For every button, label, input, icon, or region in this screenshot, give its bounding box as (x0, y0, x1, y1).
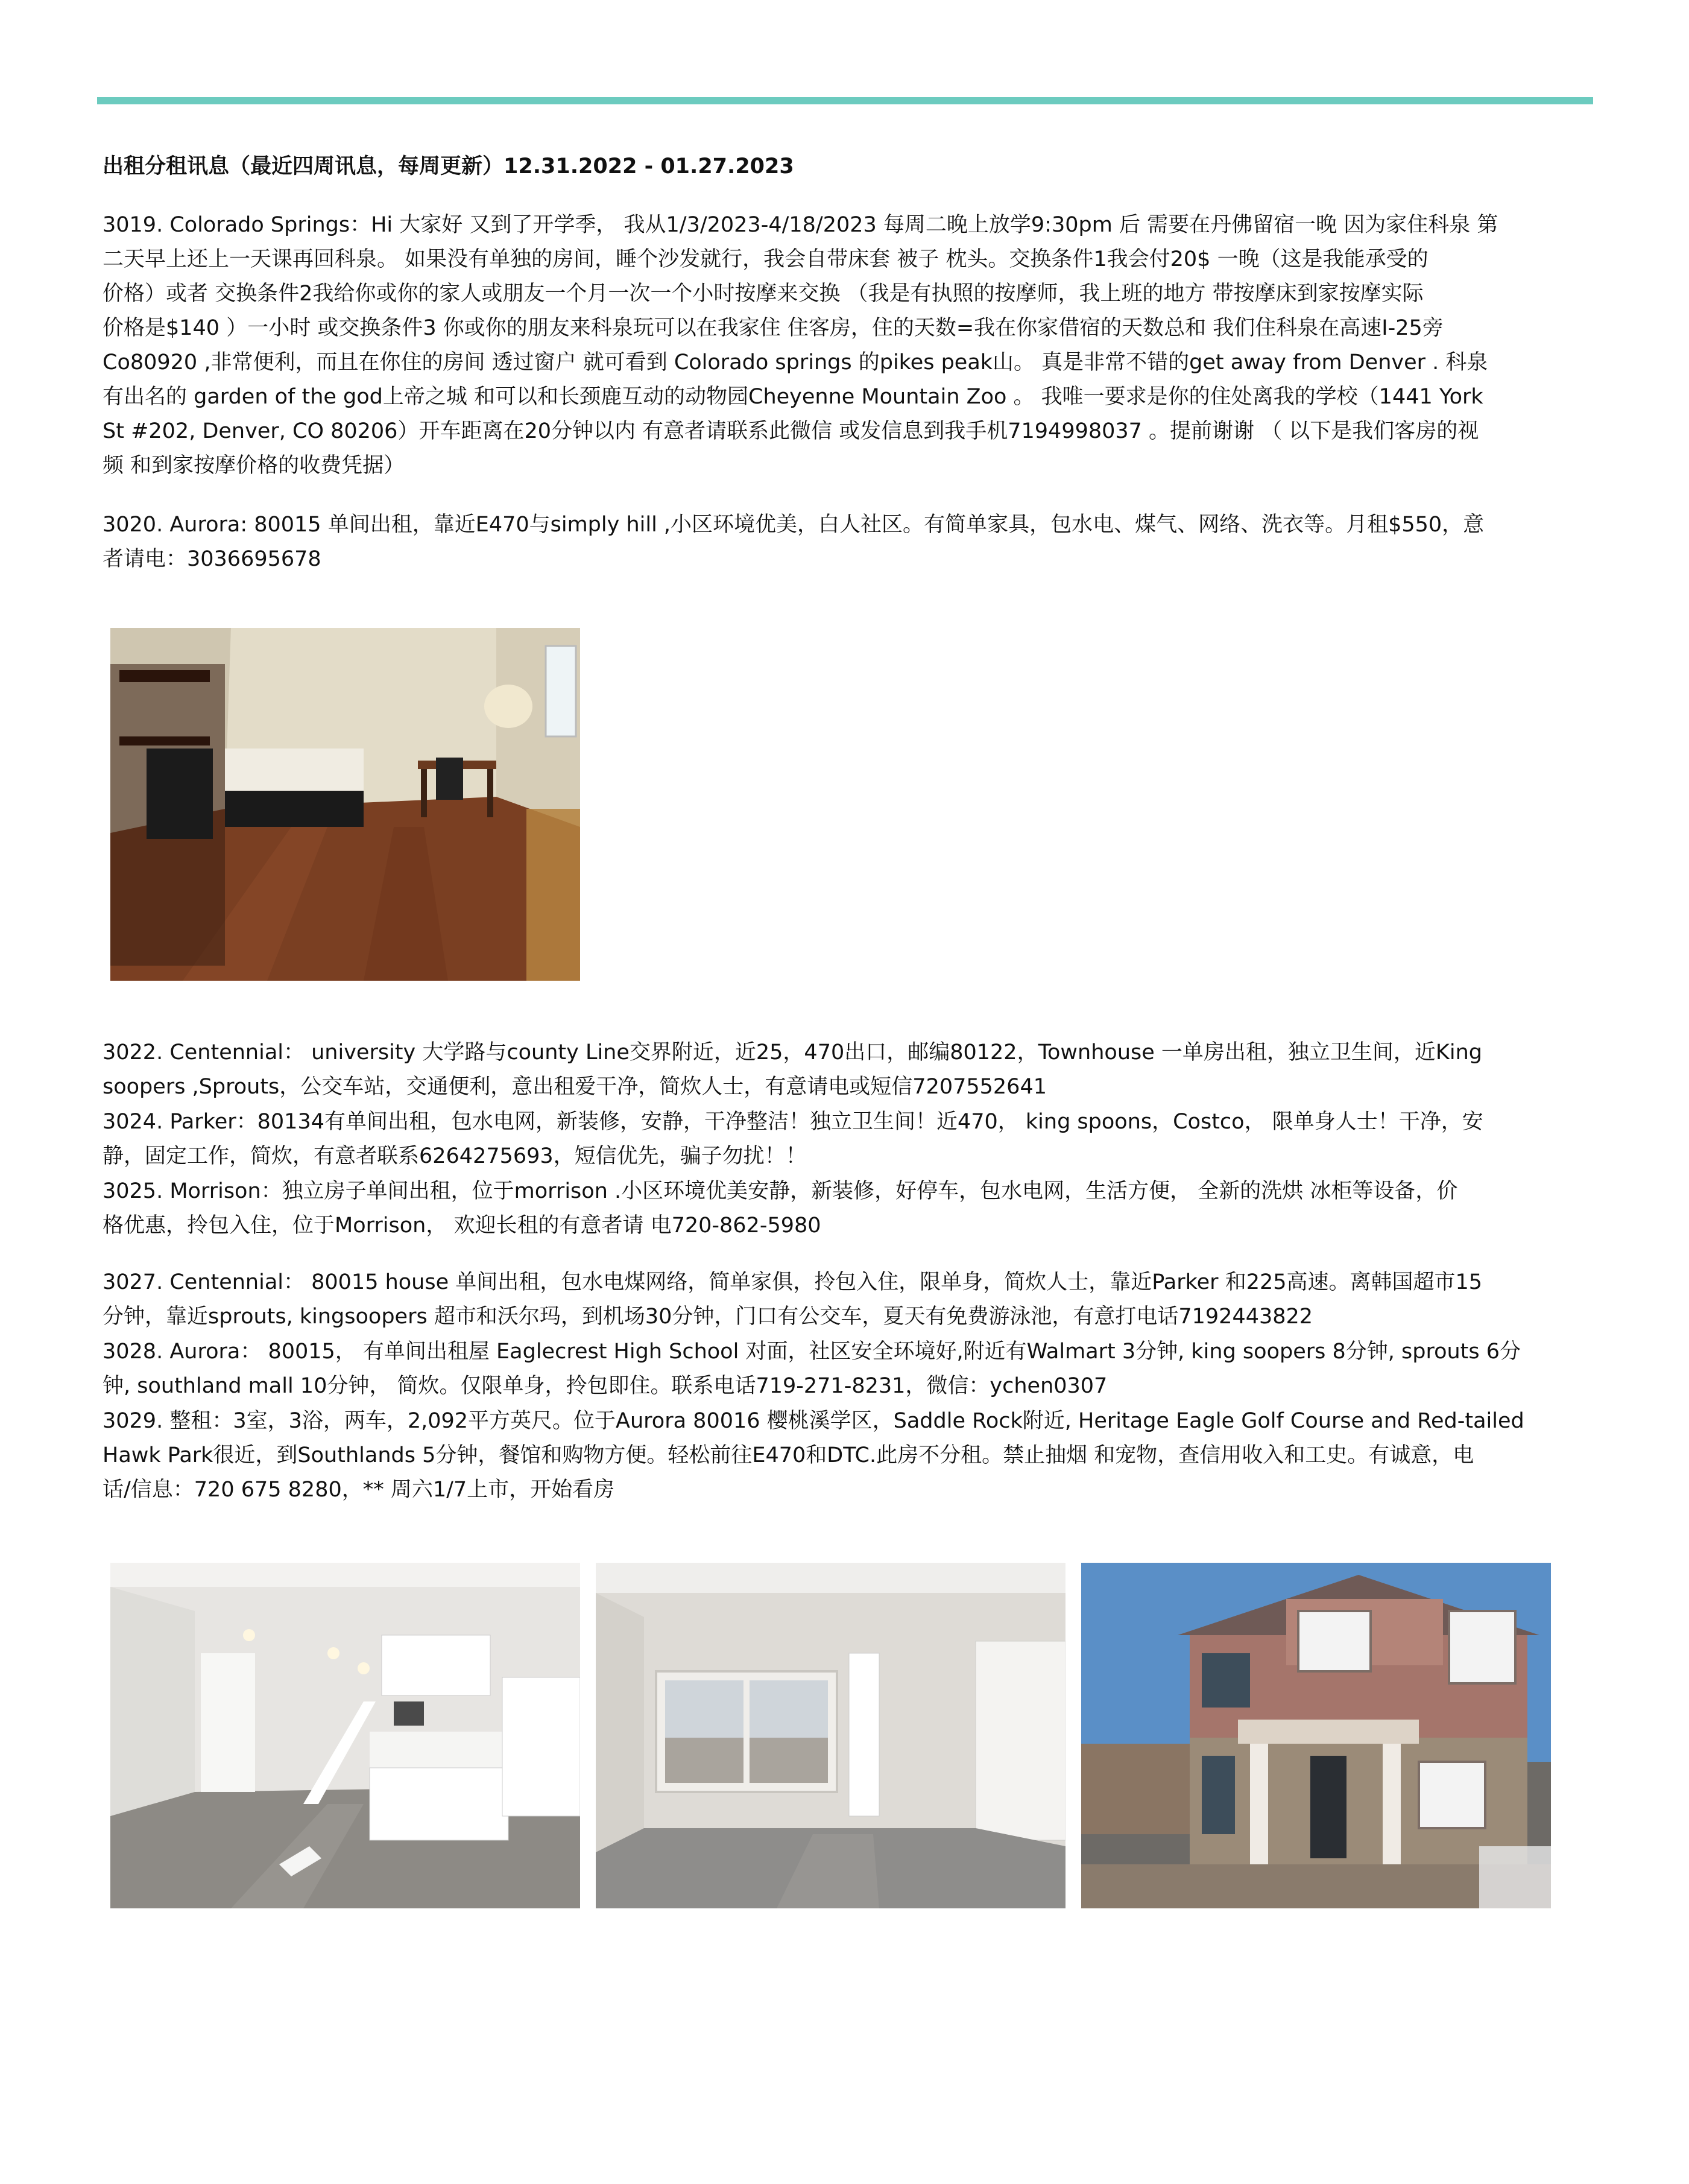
listing-text-line: 格优惠，拎包入住，位于Morrison， 欢迎长租的有意者请 电720-862-5980 (103, 1214, 821, 1238)
listing-text-line: 3020. Aurora: 80015 单间出租，靠近E470与simply hill ,小区环境优美，白人社区。有简单家具，包水电、煤气、网络、洗衣等。月租$550，意 (103, 513, 1485, 537)
listing-text-line: 3027. Centennial： 80015 house 单间出租，包水电煤网络，简单家俱，拎包入住，限单身，简炊人士，靠近Parker 和225高速。离韩国超市15 (103, 1270, 1483, 1294)
listing-text-line: 3028. Aurora： 80015， 有单间出租屋 Eaglecrest High School 对面，社区安全环境好,附近有Walmart 3分钟, king soopers 8分钟, sprouts 6分 (103, 1340, 1521, 1364)
listing-text-line: 频 和到家按摩价格的收费凭据） (103, 454, 405, 478)
listing-3029-exterior-photo (1081, 1563, 1551, 1908)
listing-text-line: 二天早上还上一天课再回科泉。 如果没有单独的房间，睡个沙发就行，我会自带床套 被子 枕头。交换条件1我会付20$ 一晚（这是我能承受的 (103, 247, 1429, 271)
listing-text-line: 3019. Colorado Springs：Hi 大家好 又到了开学季， 我从1/3/2023-4/18/2023 每周二晚上放学9:30pm 后 需要在丹佛留宿一晚 因为家住科泉 第 (103, 213, 1498, 237)
listing-text-line: 话/信息：720 675 8280，** 周六1/7上市，开始看房 (103, 1478, 615, 1502)
page-title: 出租分租讯息（最近四周讯息，每周更新）12.31.2022 - 01.27.2023 (103, 154, 794, 179)
listing-text-line: 价格是$140 ）一小时 或交换条件3 你或你的朋友来科泉玩可以在我家住 住客房，住的天数=我在你家借宿的天数总和 我们住科泉在高速I-25旁 (103, 316, 1444, 340)
listing-text-line: 者请电：3036695678 (103, 547, 321, 571)
listing-text-line: St #202, Denver, CO 80206）开车距离在20分钟以内 有意者请联系此微信 或发信息到我手机7194998037 。提前谢谢 （ 以下是我们客房的视 (103, 419, 1479, 443)
listing-3029-room-photo (596, 1563, 1065, 1908)
listing-text-line: 分钟，靠近sprouts, kingsoopers 超市和沃尔玛，到机场30分钟，门口有公交车，夏天有免费游泳池，有意打电话7192443822 (103, 1305, 1313, 1329)
listing-3029-kitchen-photo (110, 1563, 580, 1908)
listing-text-line: 静，固定工作，简炊，有意者联系6264275693，短信优先，骗子勿扰！！ (103, 1144, 807, 1168)
listing-text-line: 钟, southland mall 10分钟， 简炊。仅限单身，拎包即住。联系电话719-271-8231，微信：ychen0307 (103, 1374, 1108, 1398)
listing-text-line: Hawk Park很近，到Southlands 5分钟，餐馆和购物方便。轻松前往E470和DTC.此房不分租。禁止抽烟 和宠物，查信用收入和工史。有诚意，电 (103, 1443, 1474, 1467)
listing-text-line: 3024. Parker：80134有单间出租，包水电网，新装修，安静，干净整洁！独立卫生间！近470， king spoons，Costco， 限单身人士！干净，安 (103, 1110, 1483, 1134)
listing-text-line: 3029. 整租：3室，3浴，两车，2,092平方英尺。位于Aurora 80016 樱桃溪学区，Saddle Rock附近, Heritage Eagle Golf Course and Red-tailed (103, 1409, 1524, 1433)
listing-text-line: 价格）或者 交换条件2我给你或你的家人或朋友一个月一次一个小时按摩来交换 （我是有执照的按摩师，我上班的地方 带按摩床到家按摩实际 (103, 282, 1424, 306)
listing-text-line: 3022. Centennial： university 大学路与county Line交界附近，近25，470出口，邮编80122，Townhouse 一单房出租，独立卫生间，近King (103, 1040, 1482, 1065)
listing-3020-bedroom-photo (110, 628, 580, 981)
listing-text-line: Co80920 ,非常便利，而且在你住的房间 透过窗户 就可看到 Colorado springs 的pikes peak山。 真是非常不错的get away from Denver . 科泉 (103, 350, 1488, 375)
header-accent-bar (97, 97, 1593, 104)
listing-text-line: 3025. Morrison：独立房子单间出租，位于morrison .小区环境优美安静，新装修，好停车，包水电网，生活方便， 全新的洗烘 冰柜等设备，价 (103, 1179, 1458, 1203)
listing-text-line: 有出名的 garden of the god上帝之城 和可以和长颈鹿互动的动物园Cheyenne Mountain Zoo 。 我唯一要求是你的住处离我的学校（1441 York (103, 385, 1483, 409)
listing-text-line: soopers ,Sprouts，公交车站，交通便利，意出租爱干净，简炊人士，有意请电或短信7207552641 (103, 1075, 1047, 1099)
